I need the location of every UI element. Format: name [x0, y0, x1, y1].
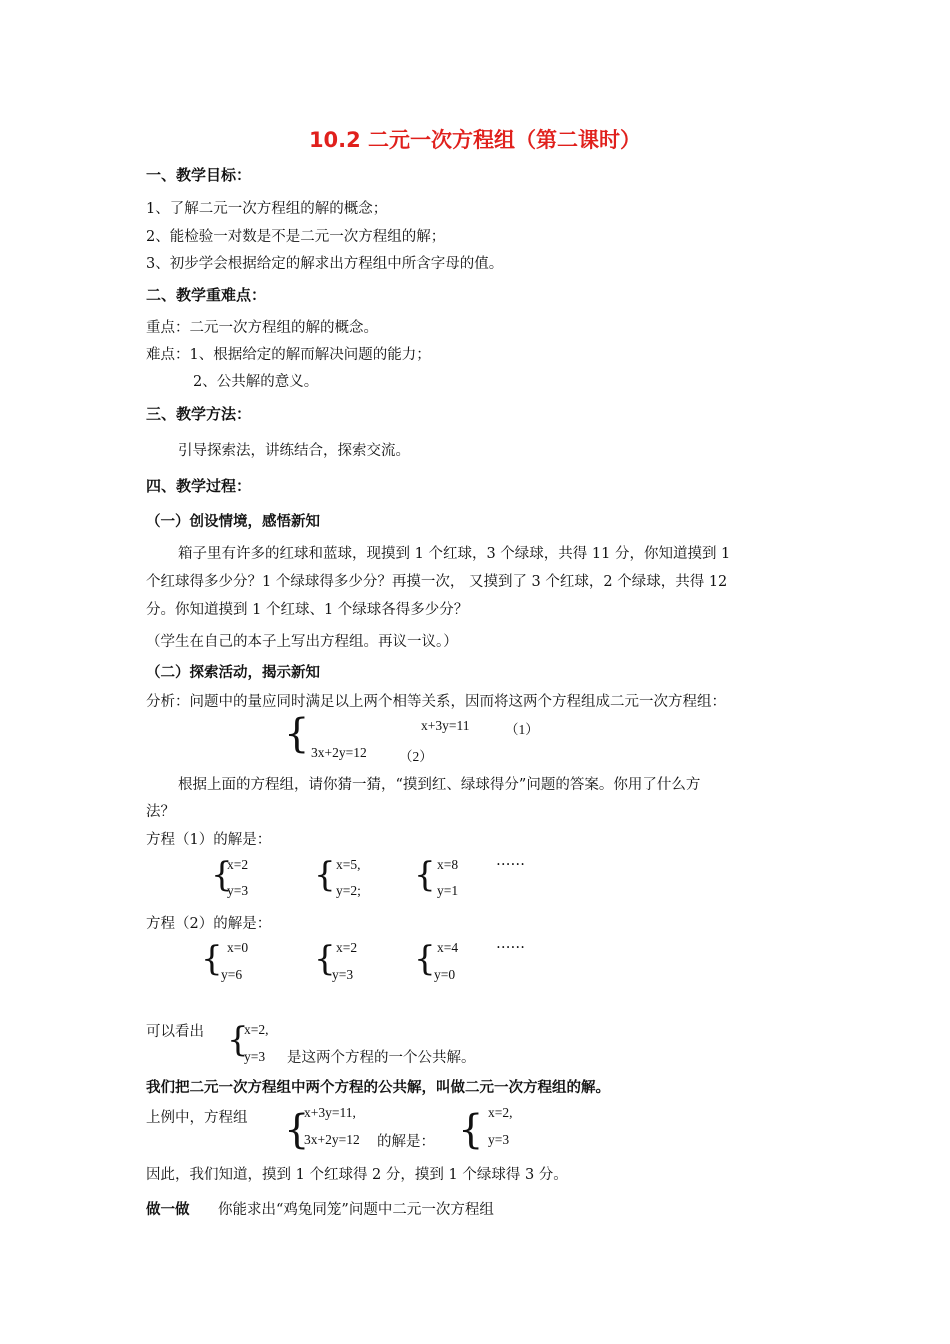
common-solution-prefix: 可以看出 [146, 1024, 204, 1040]
conclusion-text: 因此，我们知道，摸到 1 个红球得 2 分，摸到 1 个绿球得 3 分。 [146, 1167, 568, 1183]
example-prefix: 上例中，方程组 [146, 1110, 248, 1126]
objective-item: 2、能检验一对数是不是二元一次方程组的解； [146, 229, 446, 245]
example-mid-text: 的解是： [377, 1134, 435, 1150]
subsection-heading-situation: （一）创设情境，感悟新知 [146, 514, 320, 530]
section-heading-methods: 三、教学方法： [146, 405, 252, 423]
difficulty-item: 2、公共解的意义。 [193, 374, 319, 390]
section-heading-key-points: 二、教学重难点： [146, 286, 267, 304]
left-brace: { [314, 855, 336, 895]
solution-y: y=6 [221, 967, 243, 982]
page-title: 10.2 二元一次方程组（第二课时） [308, 128, 642, 152]
key-point-text: 重点：二元一次方程组的解的概念。 [146, 320, 378, 336]
paragraph-note: （学生在自己的本子上写出方程组。再议一议。） [146, 634, 458, 650]
equation-tag: （1） [505, 722, 539, 737]
ellipsis: …… [496, 853, 525, 869]
solution-y: y=3 [244, 1049, 266, 1064]
solution-y: y=1 [437, 883, 459, 898]
left-brace: { [201, 939, 223, 979]
paragraph-line: 个红球得多少分？1 个绿球得多少分？再摸一次， 又摸到了 3 个红球，2 个绿球，共得 12 [146, 574, 728, 590]
solution-y: y=3 [488, 1132, 510, 1147]
example-equation-1: x+3y=11, [304, 1105, 356, 1120]
section-heading-objectives: 一、教学目标： [146, 166, 252, 184]
methods-text: 引导探索法，讲练结合，探索交流。 [178, 443, 410, 459]
solution-label: 方程（2）的解是： [146, 916, 272, 932]
solution-y: y=2; [336, 883, 361, 898]
objective-item: 3、初步学会根据给定的解求出方程组中所含字母的值。 [146, 256, 504, 272]
left-brace: { [284, 1107, 310, 1153]
common-solution-text: 是这两个方程的一个公共解。 [287, 1050, 476, 1066]
paragraph-line: 分。你知道摸到 1 个红球、1 个绿球各得多少分？ [146, 602, 469, 618]
solution-label: 方程（1）的解是： [146, 832, 272, 848]
objective-item: 1、了解二元一次方程组的解的概念； [146, 201, 388, 217]
solution-x: x=5, [336, 857, 361, 872]
left-brace: { [414, 855, 436, 895]
system-equation-2: 3x+2y=12 [311, 745, 367, 760]
definition-text: 我们把二元一次方程组中两个方程的公共解，叫做二元一次方程组的解。 [146, 1080, 610, 1096]
solution-x: x=2, [488, 1105, 513, 1120]
left-brace: { [314, 939, 336, 979]
solution-y: y=3 [332, 967, 354, 982]
solution-y: y=3 [227, 883, 249, 898]
solution-x: x=4 [437, 940, 459, 955]
try-text: 你能求出“鸡兔同笼”问题中二元一次方程组 [218, 1202, 494, 1218]
section-heading-process: 四、教学过程： [146, 477, 252, 495]
paragraph-line: 根据上面的方程组，请你猜一猜，“摸到红、绿球得分”问题的答案。你用了什么方 [178, 777, 701, 793]
solution-x: x=8 [437, 857, 459, 872]
solution-y: y=0 [434, 967, 456, 982]
equation-tag: （2） [399, 749, 433, 764]
solution-x: x=2, [244, 1022, 269, 1037]
system-equation-1: x+3y=11 [421, 718, 470, 733]
solution-x: x=2 [227, 857, 249, 872]
paragraph-line: 法？ [146, 804, 175, 820]
left-brace: { [284, 711, 310, 757]
left-brace: { [414, 939, 436, 979]
ellipsis: …… [496, 936, 525, 952]
left-brace: { [227, 1020, 249, 1060]
try-label: 做一做 [146, 1202, 190, 1218]
paragraph-line: 箱子里有许多的红球和蓝球，现摸到 1 个红球，3 个绿球，共得 11 分，你知道摸到 1 [178, 546, 731, 562]
example-equation-2: 3x+2y=12 [304, 1132, 360, 1147]
difficulty-item: 难点：1、根据给定的解而解决问题的能力； [146, 347, 431, 363]
analysis-text: 分析：问题中的量应同时满足以上两个相等关系，因而将这两个方程组成二元一次方程组： [146, 694, 726, 710]
left-brace: { [211, 855, 233, 895]
solution-x: x=2 [336, 940, 358, 955]
subsection-heading-exploration: （二）探索活动，揭示新知 [146, 665, 320, 681]
left-brace: { [458, 1107, 484, 1153]
solution-x: x=0 [227, 940, 249, 955]
